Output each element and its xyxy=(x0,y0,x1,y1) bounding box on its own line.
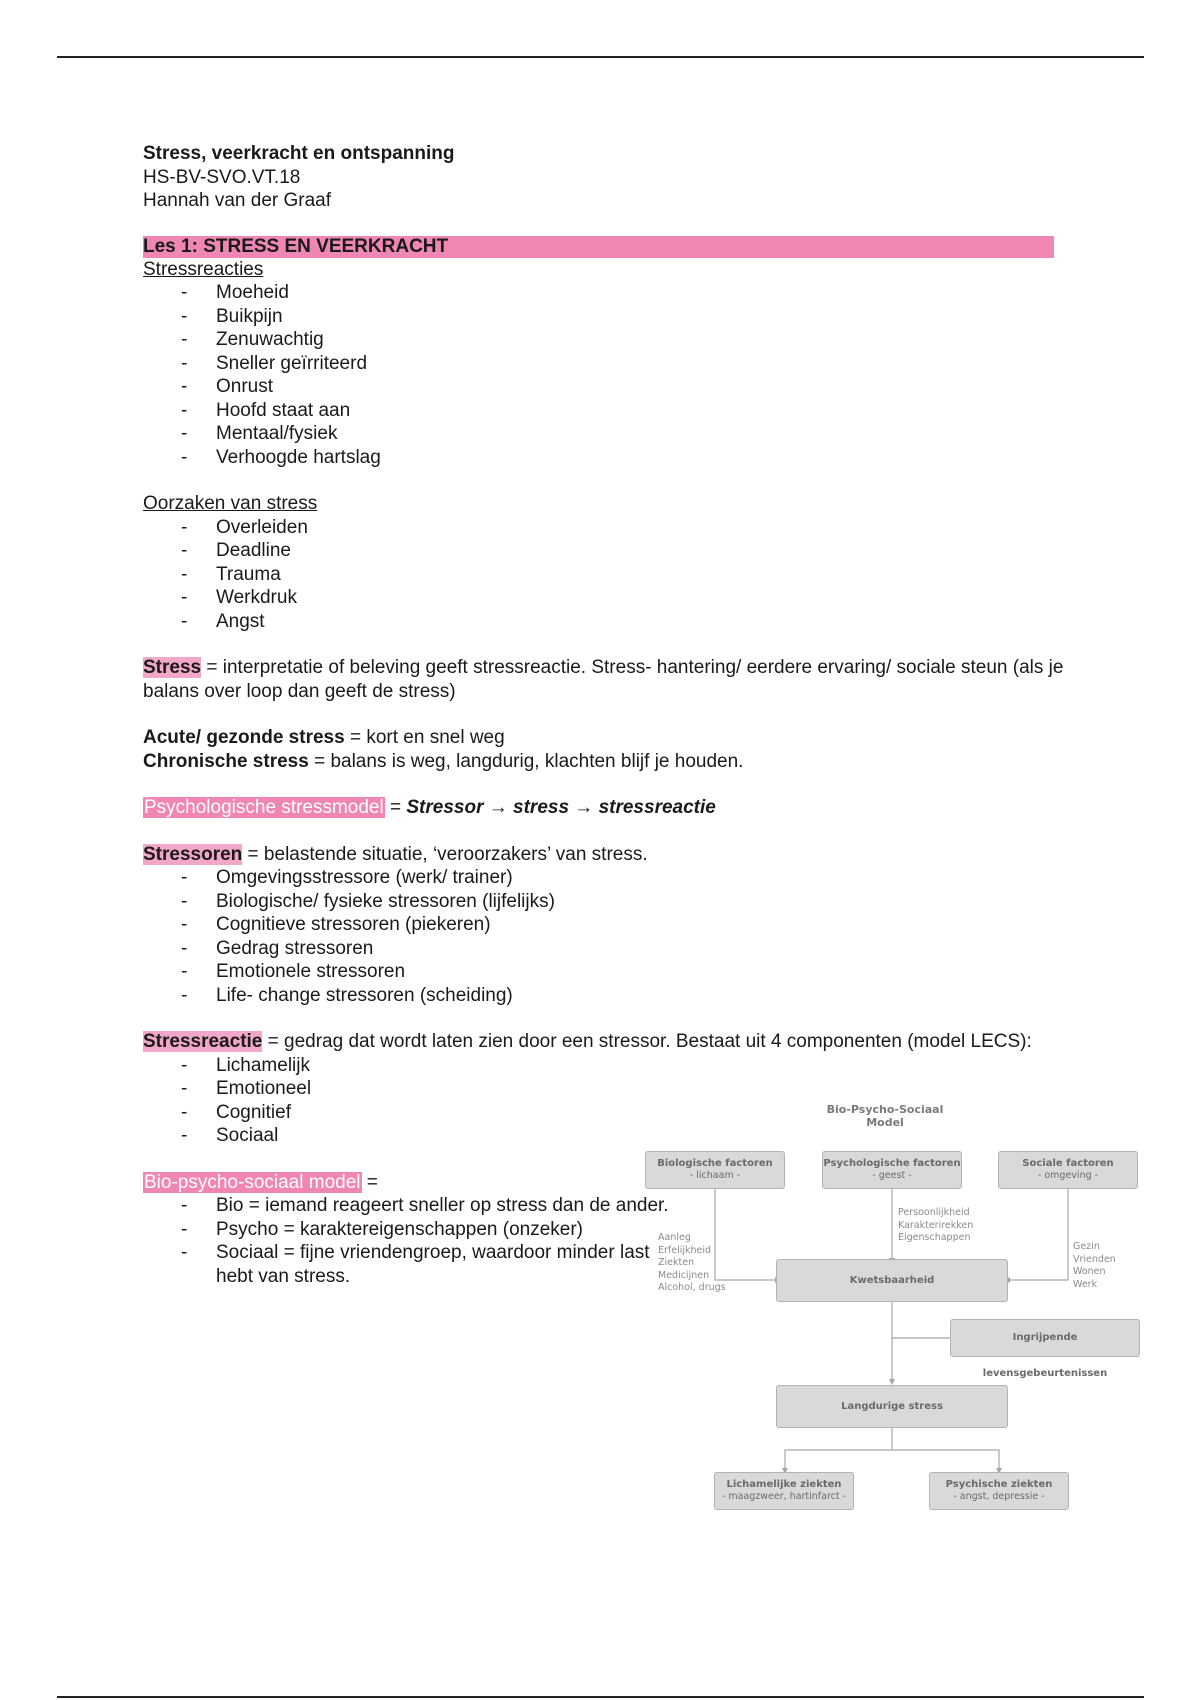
psycho-factoren-box: Psychologische factoren - geest - xyxy=(822,1151,962,1189)
list-item: - Cognitief xyxy=(181,1101,1103,1125)
bio-factoren-box: Biologische factoren - lichaam - xyxy=(645,1151,785,1189)
list-item: - Overleiden xyxy=(181,516,1103,540)
stress-term: Stress xyxy=(143,657,202,678)
stress-definition: Stress = interpretatie of beleving geeft stressreactie. Stress- hantering/ eerdere ervaring/ sociale steun (als je balans over loop dan geeft de stress) xyxy=(143,657,1064,702)
list-item: - Gedrag stressoren xyxy=(181,937,1103,961)
sociaal-list: Gezin Vrienden Wonen Werk xyxy=(1073,1241,1116,1290)
list-item: - Deadline xyxy=(181,539,1103,563)
list-item: - Sociaal xyxy=(181,1124,1103,1148)
author: Hannah van der Graaf xyxy=(143,190,332,211)
stressreacties-heading: Stressreacties xyxy=(143,258,264,280)
list-item: - Zenuwachtig xyxy=(181,328,1103,352)
stressreacties-list xyxy=(143,281,1103,469)
kwetsbaarheid-box: Kwetsbaarheid xyxy=(776,1259,1008,1302)
ingrijpend-box: Ingrijpende levensgebeurtenissen xyxy=(950,1319,1140,1357)
list-item: - Cognitieve stressoren (piekeren) xyxy=(181,913,1103,937)
list-item: - Biologische/ fysieke stressoren (lijfelijks) xyxy=(181,890,1103,914)
lichamelijke-ziekten-box: Lichamelijke ziekten - maagzweer, hartinfarct - xyxy=(714,1472,854,1510)
list-item: - Sociaal = fijne vriendengroep, waardoor minder last hebt van stress. xyxy=(181,1241,681,1288)
stressoren-definition: Stressoren = belastende situatie, ‘veroorzakers’ van stress. xyxy=(143,843,648,865)
bottom-rule xyxy=(57,1696,1144,1698)
psych-model: Psychologische stressmodel = Stressor → stress → stressreactie xyxy=(144,797,716,818)
list-item: - Omgevingsstressore (werk/ trainer) xyxy=(181,866,1103,890)
list-item: - Lichamelijk xyxy=(181,1054,1103,1078)
oorzaken-heading: Oorzaken van stress xyxy=(143,493,318,514)
psychische-ziekten-box: Psychische ziekten - angst, depressie - xyxy=(929,1472,1069,1510)
list-item: - Hoofd staat aan xyxy=(181,399,1103,423)
stressreactie-definition: Stressreactie = gedrag dat wordt laten zien door een stressor. Bestaat uit 4 componenten (model LECS): xyxy=(143,1031,1032,1052)
psycho-list: Persoonlijkheid Karakterirekken Eigenschappen xyxy=(898,1207,974,1243)
list-item: - Emotionele stressoren xyxy=(181,960,1103,984)
list-item: - Buikpijn xyxy=(181,305,1103,329)
list-item: - Verhoogde hartslag xyxy=(181,446,1103,470)
sociale-factoren-box: Sociale factoren - omgeving - xyxy=(998,1151,1138,1189)
bps-definition: Bio-psycho-sociaal model = xyxy=(144,1171,378,1193)
oorzaken-list xyxy=(143,516,1103,634)
list-item: - Life- change stressoren (scheiding) xyxy=(181,984,1103,1008)
connector-outcomes xyxy=(785,1428,999,1470)
bio-psycho-sociaal-diagram xyxy=(640,1095,1140,1525)
diagram-title: Bio-Psycho-Sociaal Model xyxy=(826,1103,944,1129)
psych-model-term: Psychologische stressmodel xyxy=(144,797,384,818)
top-rule xyxy=(57,56,1144,58)
list-item: - Sneller geïrriteerd xyxy=(181,352,1103,376)
stressoren-list xyxy=(143,866,1103,1007)
connector-sociaal xyxy=(1010,1188,1068,1280)
list-item: - Werkdruk xyxy=(181,586,1103,610)
list-item: - Mentaal/fysiek xyxy=(181,422,1103,446)
list-item: - Onrust xyxy=(181,375,1103,399)
list-item: - Psycho = karaktereigenschappen (onzeker) xyxy=(181,1218,681,1242)
langdurige-stress-box: Langdurige stress xyxy=(776,1385,1008,1428)
acute-stress: Acute/ gezonde stress = kort en snel weg xyxy=(143,727,505,748)
chronic-stress: Chronische stress = balans is weg, langdurig, klachten blijf je houden. xyxy=(143,750,744,772)
list-item: - Angst xyxy=(181,610,1103,634)
doc-title: Stress, veerkracht en ontspanning xyxy=(143,143,455,164)
psych-model-formula: Stressor → stress → stressreactie xyxy=(406,797,716,818)
list-item: - Trauma xyxy=(181,563,1103,587)
list-item: - Moeheid xyxy=(181,281,1103,305)
list-item: - Bio = iemand reageert sneller op stress dan de ander. xyxy=(181,1194,681,1218)
section-heading: Les 1: STRESS EN VEERKRACHT xyxy=(143,236,1054,258)
bio-list: Aanleg Erfelijkheid Ziekten Medicijnen Alcohol, drugs xyxy=(658,1232,726,1293)
bps-list xyxy=(143,1194,681,1288)
list-item: - Emotioneel xyxy=(181,1077,1103,1101)
course-code: HS-BV-SVO.VT.18 xyxy=(143,166,301,188)
